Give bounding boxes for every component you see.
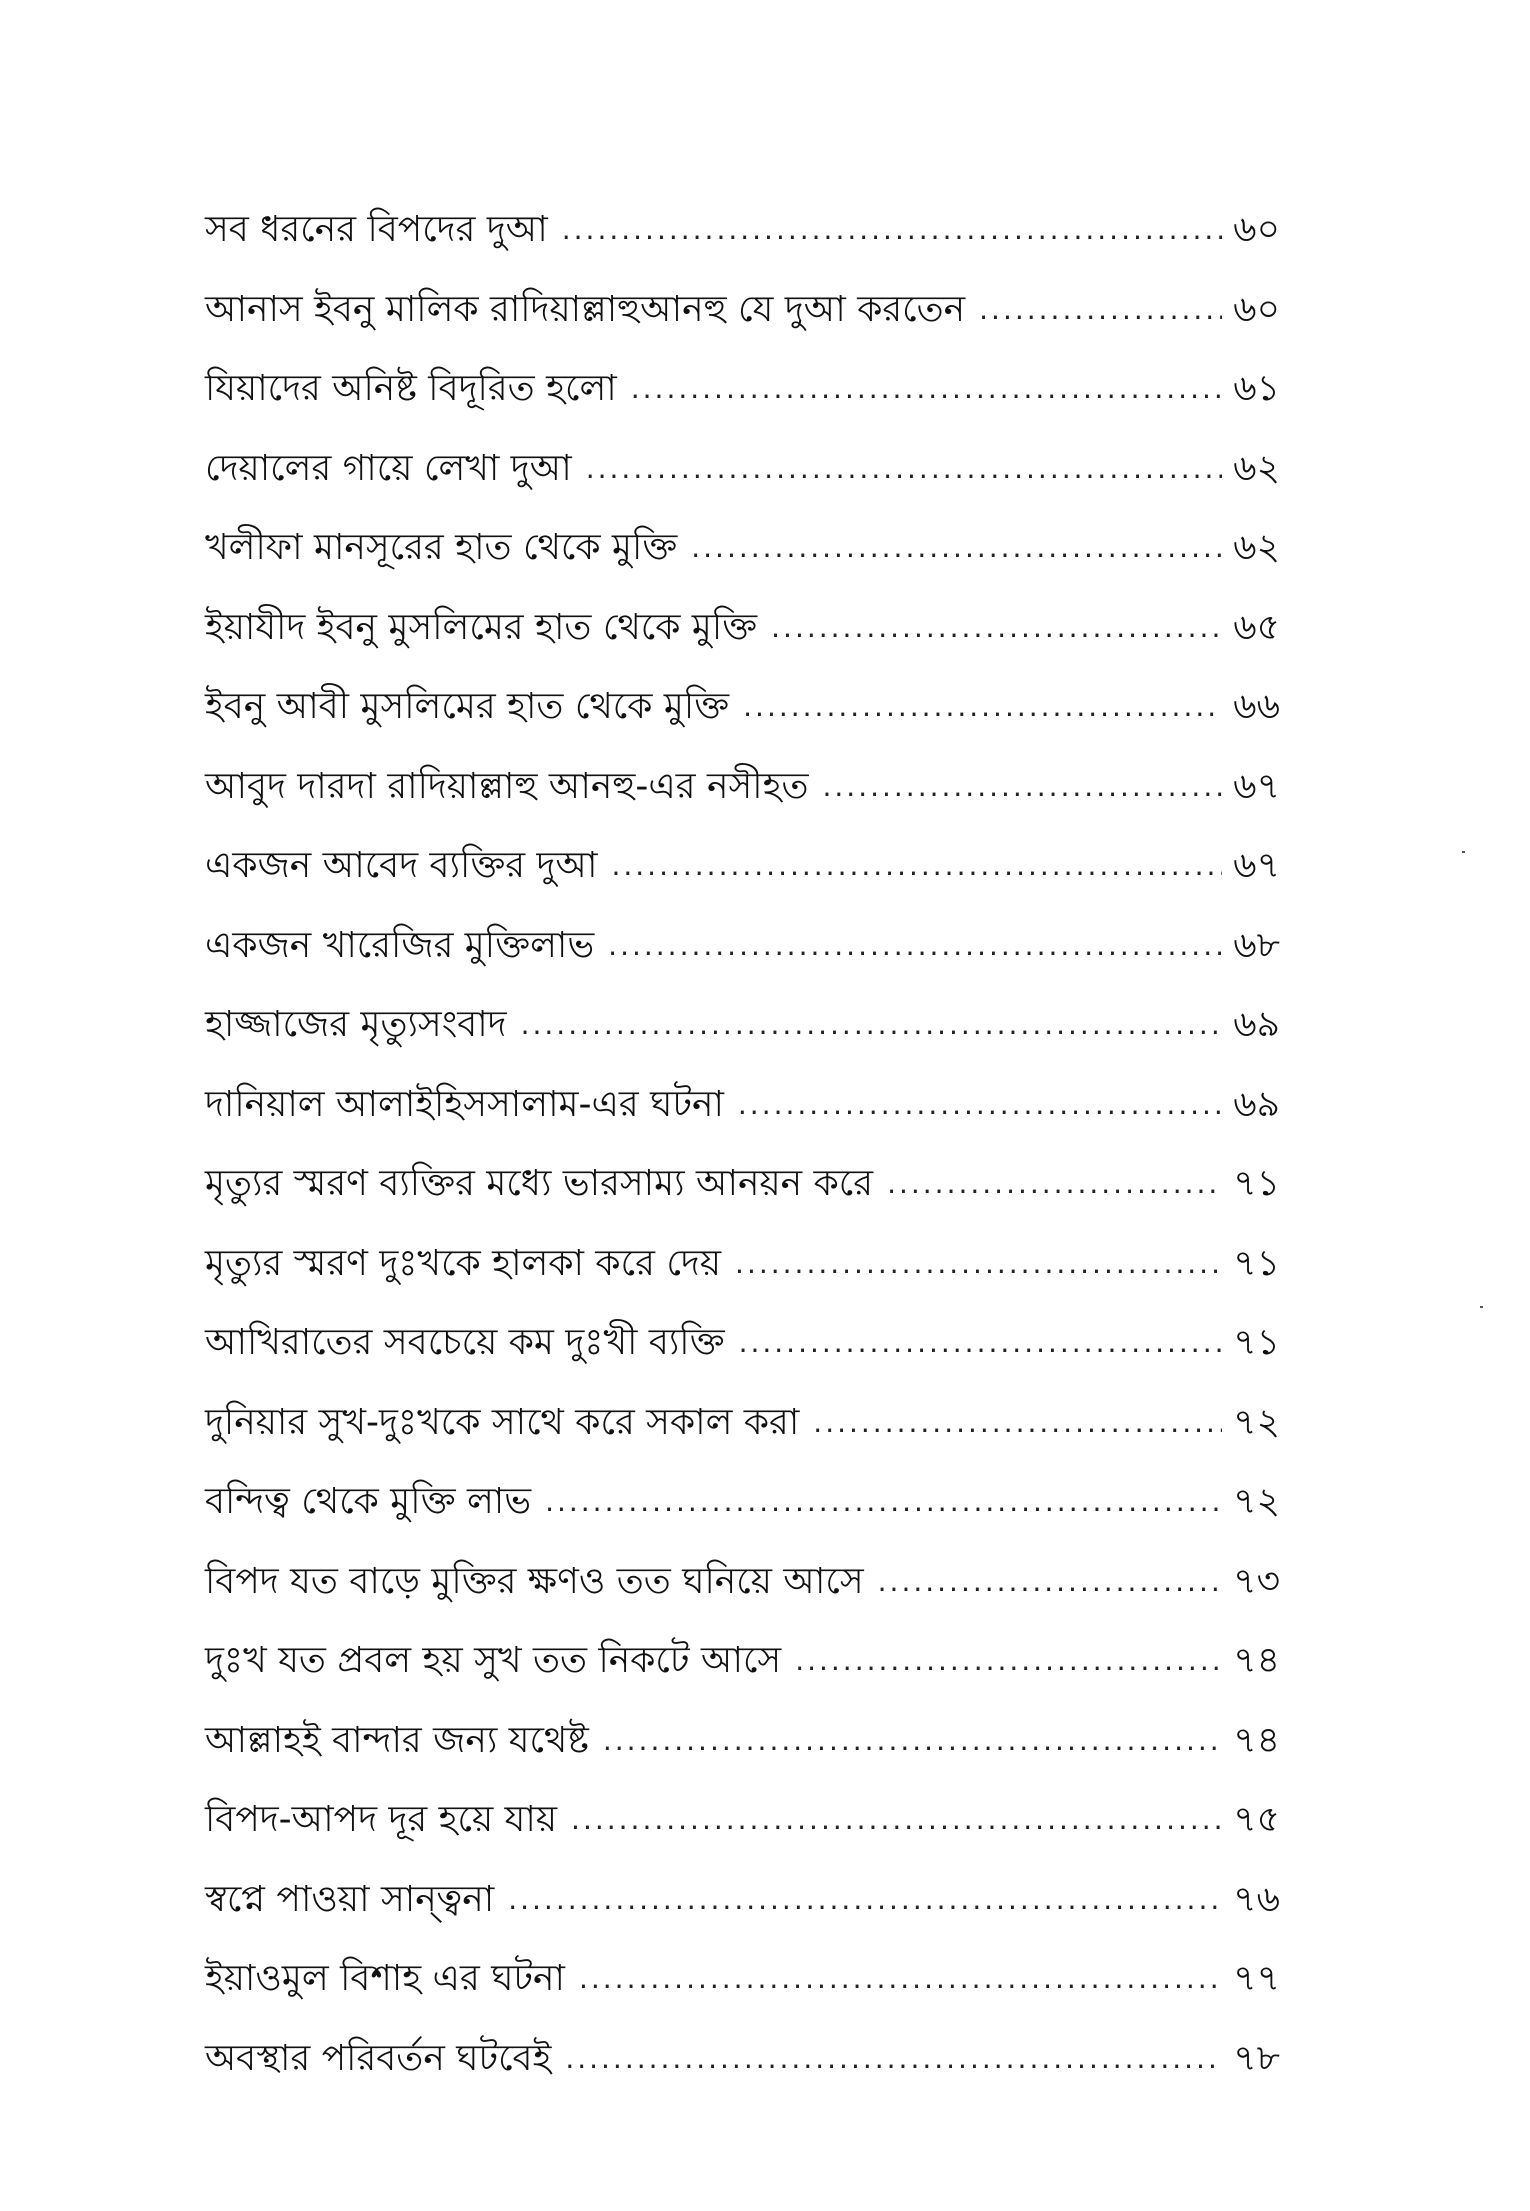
toc-entry xyxy=(205,924,1280,1008)
scan-speck xyxy=(1462,851,1465,853)
toc-entry xyxy=(205,447,1280,531)
toc-entry-title: খলীফা মানসূরের হাত থেকে মুক্তি xyxy=(205,527,678,568)
dot-leader xyxy=(521,1011,1222,1039)
dot-leader xyxy=(508,1886,1222,1914)
toc-entry xyxy=(205,1163,1280,1246)
dot-leader xyxy=(691,534,1222,562)
dot-leader xyxy=(611,852,1222,880)
toc-entry-page: ৭৮ xyxy=(1233,2037,1280,2079)
toc-entry-page: ৭১ xyxy=(1233,1163,1280,1204)
toc-entry xyxy=(205,527,1280,610)
dot-leader xyxy=(579,1965,1222,1993)
toc-entry-page: ৭৩ xyxy=(1233,1560,1280,1602)
dot-leader xyxy=(562,216,1222,244)
dot-leader xyxy=(631,375,1222,403)
toc-entry xyxy=(205,1004,1280,1087)
toc-entry-page: ৬০ xyxy=(1233,288,1280,330)
dot-leader xyxy=(771,614,1222,642)
dot-leader xyxy=(571,1806,1222,1834)
toc-entry-title: বন্দিত্ব থেকে মুক্তি লাভ xyxy=(205,1481,532,1522)
dot-leader xyxy=(565,2045,1222,2073)
toc-entry-page: ৬৯ xyxy=(1233,1083,1280,1125)
toc-entry xyxy=(205,1322,1280,1405)
toc-entry-title: যিয়াদের অনিষ্ট বিদূরিত হলো xyxy=(205,368,617,409)
scan-speck xyxy=(1480,1306,1483,1308)
dot-leader xyxy=(823,773,1223,801)
dot-leader xyxy=(739,1329,1222,1357)
table-of-contents xyxy=(205,209,1280,2120)
toc-entry xyxy=(205,1481,1280,1564)
toc-entry xyxy=(205,288,1280,372)
toc-entry-title: মৃত্যুর স্মরণ দুঃখকে হালকা করে দেয় xyxy=(205,1242,722,1284)
dot-leader xyxy=(887,1170,1222,1198)
toc-entry xyxy=(205,1719,1280,1803)
toc-entry-title: হাজ্জাজের মৃত্যুসংবাদ xyxy=(205,1004,507,1045)
toc-entry-page: ৬১ xyxy=(1233,368,1280,409)
dot-leader xyxy=(608,932,1222,960)
toc-entry-title: দানিয়াল আলাইহিসসালাম-এর ঘটনা xyxy=(205,1083,724,1125)
toc-entry-title: একজন খারেজির মুক্তিলাভ xyxy=(205,924,595,966)
toc-entry xyxy=(205,1640,1280,1723)
toc-entry xyxy=(205,765,1280,849)
toc-entry-title: অবস্থার পরিবর্তন ঘটবেই xyxy=(205,2037,552,2079)
toc-entry xyxy=(205,686,1280,769)
toc-entry-page: ৬৭ xyxy=(1233,845,1280,886)
toc-entry-page: ৭৭ xyxy=(1233,1958,1280,1999)
toc-entry-page: ৭৫ xyxy=(1233,1799,1280,1840)
dot-leader xyxy=(603,1727,1222,1755)
toc-entry-page: ৬২ xyxy=(1233,527,1280,568)
toc-entry xyxy=(205,1799,1280,1882)
toc-entry xyxy=(205,606,1280,690)
dot-leader xyxy=(586,455,1222,483)
toc-entry-page: ৭২ xyxy=(1233,1481,1280,1522)
toc-entry-page: ৭২ xyxy=(1233,1401,1280,1443)
toc-entry-page: ৭১ xyxy=(1233,1322,1280,1363)
toc-entry-page: ৬৭ xyxy=(1233,765,1280,807)
toc-entry-page: ৬২ xyxy=(1233,447,1280,489)
toc-entry xyxy=(205,1083,1280,1167)
toc-entry-title: আনাস ইবনু মালিক রাদিয়াল্লাহুআনহু যে দুআ করতেন xyxy=(205,288,966,330)
toc-entry-title: আল্লাহই বান্দার জন্য যথেষ্ট xyxy=(205,1719,589,1761)
toc-entry-page: ৭৪ xyxy=(1233,1640,1280,1681)
toc-entry-page: ৬৮ xyxy=(1233,924,1280,966)
toc-entry-title: আখিরাতের সবচেয়ে কম দুঃখী ব্যক্তি xyxy=(205,1322,725,1363)
toc-entry xyxy=(205,1401,1280,1485)
toc-entry-title: মৃত্যুর স্মরণ ব্যক্তির মধ্যে ভারসাম্য আনয়ন করে xyxy=(205,1163,874,1204)
toc-entry xyxy=(205,1878,1280,1962)
dot-leader xyxy=(545,1488,1222,1516)
toc-entry-title: বিপদ যত বাড়ে মুক্তির ক্ষণও তত ঘনিয়ে আসে xyxy=(205,1560,864,1602)
dot-leader xyxy=(979,296,1222,324)
dot-leader xyxy=(795,1647,1222,1675)
toc-entry-title: দুঃখ যত প্রবল হয় সুখ তত নিকটে আসে xyxy=(205,1640,782,1681)
dot-leader xyxy=(878,1568,1222,1596)
dot-leader xyxy=(735,1250,1222,1278)
toc-entry-title: ইয়াওমুল বিশাহ এর ঘটনা xyxy=(205,1958,565,1999)
dot-leader xyxy=(738,1091,1222,1119)
toc-entry-title: দুনিয়ার সুখ-দুঃখকে সাথে করে সকাল করা xyxy=(205,1401,800,1443)
toc-entry xyxy=(205,845,1280,928)
toc-entry-page: ৬০ xyxy=(1233,209,1280,250)
dot-leader xyxy=(813,1409,1222,1437)
toc-entry xyxy=(205,2037,1280,2121)
toc-entry xyxy=(205,368,1280,451)
toc-entry-page: ৭৬ xyxy=(1233,1878,1280,1920)
toc-entry xyxy=(205,1242,1280,1326)
toc-entry-title: সব ধরনের বিপদের দুআ xyxy=(205,209,548,250)
toc-entry-title: ইবনু আবী মুসলিমের হাত থেকে মুক্তি xyxy=(205,686,730,727)
toc-entry xyxy=(205,209,1280,292)
toc-entry-page: ৬৫ xyxy=(1233,606,1280,648)
dot-leader xyxy=(743,693,1222,721)
toc-entry-page: ৭১ xyxy=(1233,1242,1280,1284)
toc-entry-title: বিপদ-আপদ দূর হয়ে যায় xyxy=(205,1799,558,1840)
toc-entry xyxy=(205,1958,1280,2041)
toc-entry-title: আবুদ দারদা রাদিয়াল্লাহু আনহু-এর নসীহত xyxy=(205,765,809,807)
toc-entry-title: ইয়াযীদ ইবনু মুসলিমের হাত থেকে মুক্তি xyxy=(205,606,758,648)
toc-entry-page: ৬৯ xyxy=(1233,1004,1280,1045)
toc-entry-title: দেয়ালের গায়ে লেখা দুআ xyxy=(205,447,572,489)
toc-entry-page: ৭৪ xyxy=(1233,1719,1280,1761)
toc-entry-title: স্বপ্নে পাওয়া সান্ত্বনা xyxy=(205,1878,495,1920)
toc-entry-title: একজন আবেদ ব্যক্তির দুআ xyxy=(205,845,598,886)
toc-entry-page: ৬৬ xyxy=(1233,686,1280,727)
toc-entry xyxy=(205,1560,1280,1644)
